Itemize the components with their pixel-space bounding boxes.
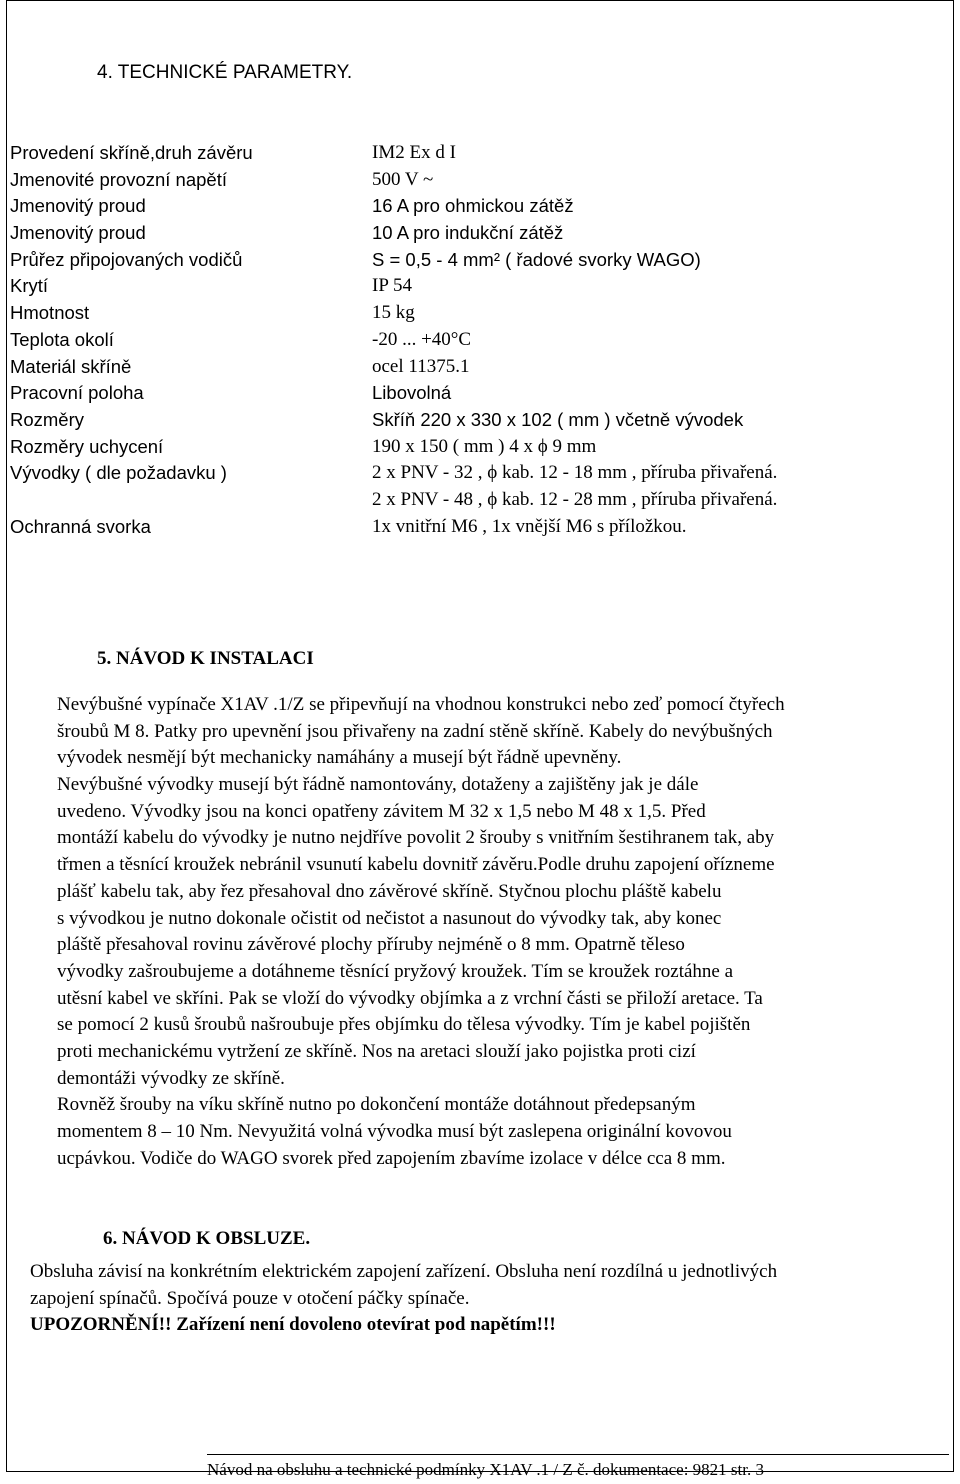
param-value: 2 x PNV - 48 , ϕ kab. 12 - 28 mm , příruba přivařená. [372, 488, 778, 510]
param-row [10, 300, 940, 327]
param-value: -20 ... +40°C [372, 328, 472, 350]
param-row [10, 193, 940, 220]
param-label: Provedení skříně,druh závěru [10, 142, 253, 163]
param-row [10, 273, 940, 300]
text-line: montáží kabelu do vývodky je nutno nejdříve povolit 2 šrouby s vnitřním šestihranem tak, aby [57, 827, 775, 849]
footer-rule [207, 1454, 949, 1455]
param-value: IM2 Ex d I [372, 142, 456, 163]
param-label: Rozměry [10, 408, 85, 430]
param-label: Krytí [10, 275, 49, 297]
param-label: Pracovní poloha [10, 382, 144, 404]
param-label: Materiál skříně [10, 355, 132, 377]
param-row [10, 487, 940, 514]
param-row [10, 167, 940, 194]
param-row [10, 434, 940, 461]
text-line: Nevýbušné vypínače X1AV .1/Z se připevňují na vhodnou konstrukci nebo zeď pomocí čtyřech [57, 694, 785, 715]
param-value: Skříň 220 x 330 x 102 ( mm ) včetně vývodek [372, 408, 744, 430]
param-label: Hmotnost [10, 302, 90, 324]
param-value: 500 V ~ [372, 168, 434, 190]
param-label: Ochranná svorka [10, 515, 151, 537]
section-4-heading: 4. TECHNICKÉ PARAMETRY. [97, 62, 353, 83]
text-line: vývodek nesmějí být mechanicky namáhány a musejí být řádně upevněny. [57, 747, 622, 769]
param-value: 1x vnitřní M6 , 1x vnější M6 s příložkou. [372, 515, 687, 537]
param-value: Libovolná [372, 382, 452, 404]
param-label: Vývodky ( dle požadavku ) [10, 462, 227, 484]
param-row [10, 407, 940, 434]
param-row [10, 380, 940, 407]
param-value: IP 54 [372, 275, 412, 297]
text-line: pláště přesahoval rovinu závěrové plochy příruby nejméně o 8 mm. Opatrně těleso [57, 934, 685, 956]
text-line: plášť kabelu tak, aby řez přesahoval dno závěrové skříně. Styčnou plochu pláště kabelu [57, 880, 722, 902]
text-line: utěsní kabel ve skříni. Pak se vloží do vývodky objímka a z vrchní části se přiloží aretace. Ta [57, 987, 763, 1009]
param-row [10, 514, 940, 541]
operation-text [30, 1259, 940, 1339]
text-line: Nevýbušné vývodky musejí být řádně namontovány, dotaženy a zajištěny jak je dále [57, 774, 699, 796]
param-label: Průřez připojovaných vodičů [10, 248, 243, 270]
section-5-heading: 5. NÁVOD K INSTALACI [97, 648, 314, 669]
text-line: demontáži vývodky ze skříně. [57, 1067, 285, 1089]
param-label: Rozměry uchycení [10, 435, 164, 457]
page-footer: Návod na obsluhu a technické podmínky X1AV .1 / Z č. dokumentace: 9821 str. 3 [207, 1460, 764, 1479]
param-row [10, 327, 940, 354]
param-label: Jmenovité provozní napětí [10, 168, 227, 190]
text-line: s vývodkou je nutno dokonale očistit od nečistot a nasunout do vývodky tak, aby konec [57, 907, 722, 929]
text-line: se pomocí 2 kusů šroubů našroubuje přes objímku do tělesa vývodky. Tím je kabel pojištěn [57, 1014, 751, 1036]
parameters-table [10, 140, 940, 540]
installation-text [57, 692, 939, 1172]
section-6-heading: 6. NÁVOD K OBSLUZE. [103, 1228, 311, 1249]
param-value: ocel 11375.1 [372, 355, 470, 377]
param-row [10, 220, 940, 247]
param-row [10, 140, 940, 167]
param-row [10, 460, 940, 487]
text-line: proti mechanickému vytržení ze skříně. Nos na aretaci slouží jako pojistka proti cizí [57, 1040, 696, 1062]
text-line: zapojení spínačů. Spočívá pouze v otočení páčky spínače. [30, 1287, 470, 1309]
text-line: Obsluha závisí na konkrétním elektrickém zapojení zařízení. Obsluha není rozdílná u jednotlivých [30, 1261, 778, 1282]
param-row [10, 354, 940, 381]
text-line: Rovněž šrouby na víku skříně nutno po dokončení montáže dotáhnout předepsaným [57, 1094, 696, 1116]
text-line: momentem 8 – 10 Nm. Nevyužitá volná vývodka musí být zaslepena originální kovovou [57, 1121, 732, 1142]
param-value: 190 x 150 ( mm ) 4 x ϕ 9 mm [372, 435, 597, 457]
param-value: 10 A pro indukční zátěž [372, 222, 564, 244]
param-value: S = 0,5 - 4 mm² ( řadové svorky WAGO) [372, 248, 701, 270]
param-value: 16 A pro ohmickou zátěž [372, 195, 574, 217]
text-line: ucpávkou. Vodiče do WAGO svorek před zapojením zbavíme izolace v délce cca 8 mm. [57, 1147, 726, 1169]
param-value: 2 x PNV - 32 , ϕ kab. 12 - 18 mm , příruba přivařená. [372, 462, 778, 484]
warning-line: UPOZORNĚNÍ!! Zařízení není dovoleno otevírat pod napětím!!! [30, 1314, 556, 1336]
param-label: Jmenovitý proud [10, 195, 146, 217]
text-line: uvedeno. Vývodky jsou na konci opatřeny závitem M 32 x 1,5 nebo M 48 x 1,5. Před [57, 800, 706, 822]
text-line: vývodky zašroubujeme a dotáhneme těsnící pryžový kroužek. Tím se kroužek roztáhne a [57, 960, 734, 982]
text-line: šroubů M 8. Patky pro upevnění jsou přivařeny na zadní stěně skříně. Kabely do nevýbušných [57, 720, 773, 742]
param-value: 15 kg [372, 302, 415, 324]
param-label: Jmenovitý proud [10, 222, 146, 244]
text-line: třmen a těsnící kroužek nebránil vsunutí kabelu dovnitř závěru.Podle druhu zapojení ořízneme [57, 854, 775, 876]
param-row [10, 247, 940, 274]
param-label: Teplota okolí [10, 328, 114, 350]
